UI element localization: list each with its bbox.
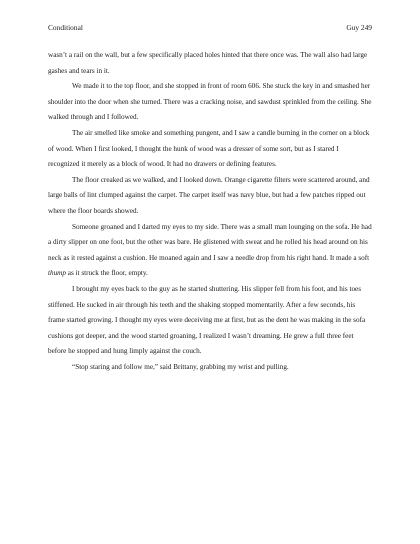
header-page-number: Guy 249: [346, 23, 372, 32]
emphasized-word: thump: [48, 269, 66, 278]
paragraph: The floor creaked as we walked, and I looked down. Orange cigarette filters were scattered around, and large balls of lint clumped against the carpet. The carpet itself was navy blue, but had a few patches ripped out where the floor boards showed.: [48, 175, 370, 215]
paragraph: We made it to the top floor, and she stopped in front of room 606. She stuck the key in and smashed her shoulder into the door when she turned. There was a cracking noise, and sawdust sprinkled from the ceiling. She walked through and I followed.: [48, 82, 372, 122]
paragraph: “Stop staring and follow me,” said Brittany, grabbing my wrist and pulling.: [72, 362, 289, 371]
body-text: [48, 48, 372, 375]
paragraph-text: Someone groaned and I darted my eyes to my side. There was a small man lounging on the sofa. He had a dirty slipper on one foot, but the other was bare. He glistened with sweat and he rolled his head around on his neck as it rested against a cushion. He moaned again and I saw a needle drop from his right hand. It made a soft: [48, 222, 372, 262]
paragraph: [48, 220, 372, 282]
paragraph: The air smelled like smoke and something pungent, and I saw a candle burning in the corner on a block of wood. When I first looked, I thought the hunk of wood was a dresser of some sort, but as I stared I recognized it merely as a block of wood. It had no drawers or defining features.: [48, 128, 370, 169]
paragraph-text: as it struck the floor, empty.: [65, 269, 148, 278]
paragraph: I brought my eyes back to the guy as he started shuttering. His slipper fell from his foot, and his toes stiffened. He sucked in air through his teeth and the shaking stopped momentarily. After a few seconds, his frame started growing. I thought my eyes were deceiving me at first, but as the dent he was making in the sofa cushions got deeper, and the wood started groaning, I realized I wasn’t dreaming. He grew a full three feet before he stopped and hung limply against the couch.: [48, 284, 366, 356]
paragraph-continued: wasn’t a rail on the wall, but a few specifically placed holes hinted that there once was. The wall also had large gashes and tears in it.: [48, 51, 368, 75]
running-header: [48, 22, 372, 34]
header-title: Conditional: [48, 23, 83, 32]
